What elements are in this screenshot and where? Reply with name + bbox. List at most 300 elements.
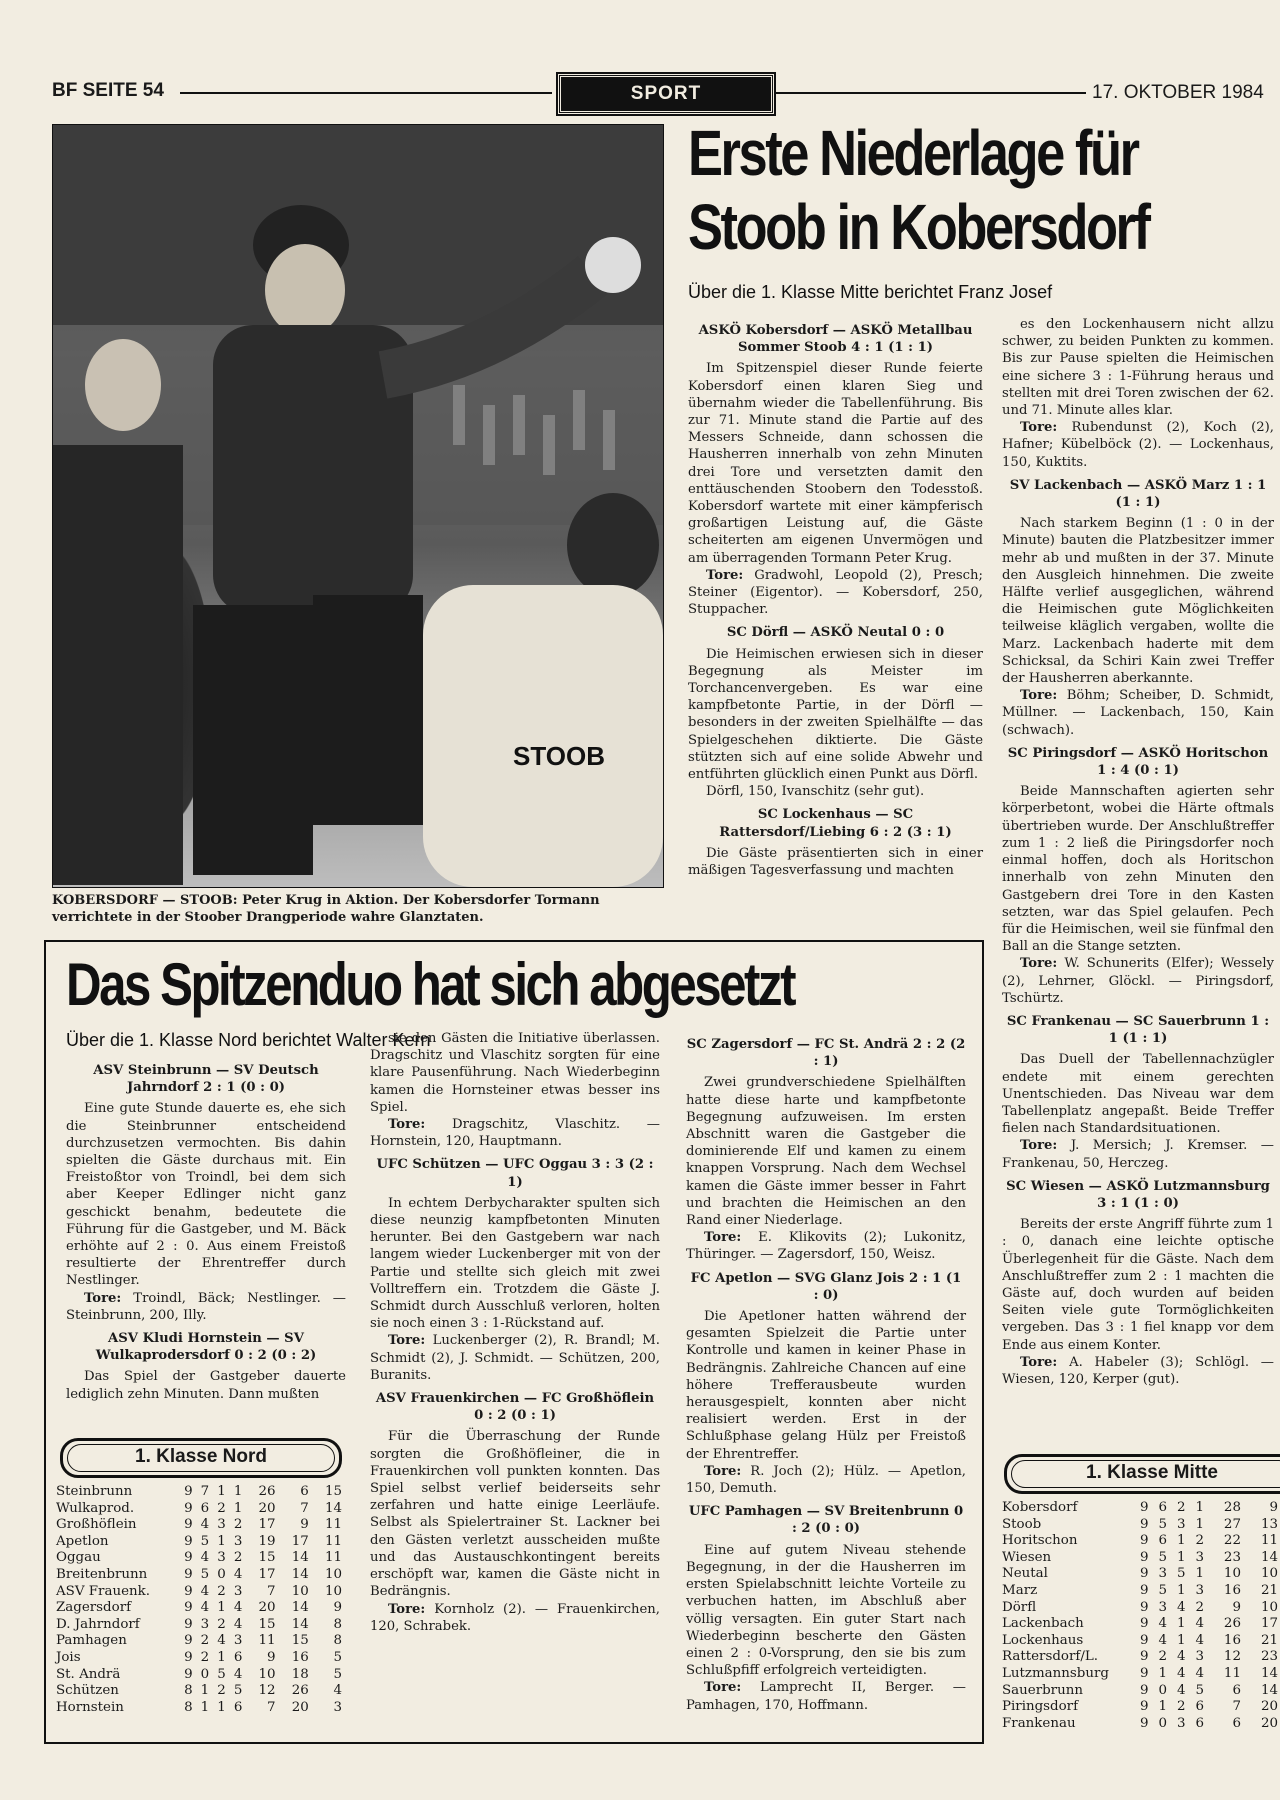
table-cell: 5 (233, 1683, 243, 1699)
table-cell: 14 (291, 1600, 309, 1616)
table-cell: 6 (1232, 1715, 1241, 1731)
team-name: ASV Frauenk. (56, 1583, 150, 1599)
team-name: Wiesen (1002, 1549, 1052, 1565)
match-heading: FC Apetlon — SVG Glanz Jois 2 : 1 (1 : 0) (690, 1270, 962, 1303)
table-cell: 10 (291, 1583, 309, 1599)
table-cell: 9 (184, 1616, 193, 1632)
table-cell: 9 (1139, 1616, 1149, 1632)
table-cell: 4 (233, 1566, 243, 1582)
paragraph: Für die Überraschung der Runde sorgten die Großhöfleiner, die in Frauenkirchen voll punkten konnten. Das Spiel selbst verlief beiderseits sehr zerfahren und hatte einige Leerläufe. Selbst als Spielertrainer St. Lackner bei den Gästen verletzt ausscheiden mußte und das Austauschkontingent bereits erschöpft war, kamen die Gäste nicht in Bedrängnis. (370, 1429, 660, 1600)
table-row (1002, 1666, 1278, 1683)
table-cell: 4 (233, 1666, 243, 1682)
goal-scorers (66, 1290, 346, 1324)
article1-headline-line2: Stoob in Kobersdorf (688, 191, 1149, 263)
tore-label: Tore: (704, 1230, 742, 1246)
table-cell: 9 (1139, 1533, 1149, 1549)
tore-text: A. Habeler (3); Schlögl. — Wiesen, 120, Kerper (gut). (1002, 1354, 1274, 1387)
table-row (1002, 1649, 1278, 1666)
table-cell: 3 (217, 1517, 226, 1533)
article1-headline-line1: Erste Niederlage für (688, 117, 1138, 189)
table-nord-title: 1. Klasse Nord (60, 1438, 342, 1478)
match-heading: UFC Pamhagen — SV Breitenbrunn 0 : 2 (0 : 0) (688, 1504, 964, 1537)
table-cell: 9 (300, 1517, 309, 1533)
table-cell: 5 (1195, 1682, 1204, 1698)
table-cell: 2 (200, 1633, 210, 1649)
table-cell: 26 (291, 1683, 309, 1699)
table-cell: 16 (291, 1649, 309, 1665)
table-cell: 9 (1139, 1582, 1149, 1598)
paragraph: Eine auf gutem Niveau stehende Begegnung, in der die Hausherren im ersten Spielabschnitt leichte Vorteile zu verbuchen hatten, im Abschluß aber völlig versagten. Ein guter Start nach Wiederbeginn bescherte den Gästen einen 2 : 0-Vorsprung, den sie bis zum Schlußpfiff erfolgreich verteidigten. (686, 1542, 966, 1679)
table-cell: 9 (184, 1500, 193, 1516)
table-cell: 4 (1176, 1682, 1186, 1698)
paragraph: Die Gäste präsentierten sich in einer mäßigen Tagesverfassung und machten (688, 845, 983, 879)
table-cell: 13 (1260, 1516, 1278, 1532)
table-cell: 17 (1260, 1616, 1278, 1632)
table-cell: 1 (1195, 1516, 1204, 1532)
match-heading: UFC Schützen — UFC Oggau 3 : 3 (2 : 1) (376, 1157, 654, 1190)
team-name: Jois (56, 1649, 81, 1665)
table-cell: 14 (1260, 1682, 1278, 1698)
table-cell: 3 (233, 1583, 243, 1599)
team-name: Lackenbach (1002, 1616, 1084, 1632)
table-cell: 9 (184, 1484, 193, 1499)
paragraph: Das Spiel der Gastgeber dauerte lediglich zehn Minuten. Dann mußten (66, 1369, 346, 1402)
table-cell: 6 (300, 1484, 309, 1499)
table-cell: 23 (1223, 1549, 1241, 1565)
table-cell: 9 (1139, 1665, 1149, 1681)
table-cell: 23 (1260, 1649, 1278, 1665)
table-cell: 9 (184, 1566, 193, 1582)
match-heading: SC Dörfl — ASKÖ Neutal 0 : 0 (726, 625, 945, 641)
table-cell: 20 (291, 1699, 309, 1715)
tore-label: Tore: (1020, 688, 1058, 704)
team-name: Kobersdorf (1002, 1500, 1078, 1515)
table-cell: 10 (1223, 1566, 1241, 1582)
tore-label: Tore: (704, 1680, 742, 1696)
table-cell: 10 (258, 1666, 276, 1682)
table-cell: 9 (184, 1600, 193, 1616)
table-cell: 21 (1260, 1582, 1278, 1598)
table-cell: 9 (1139, 1599, 1149, 1615)
table-cell: 4 (233, 1600, 243, 1616)
table-row (56, 1600, 342, 1617)
table-cell: 6 (1158, 1500, 1167, 1515)
table-cell: 11 (1223, 1665, 1241, 1681)
match-heading: ASV Kludi Hornstein — SV Wulkaprodersdorf 0 : 2 (0 : 2) (95, 1331, 317, 1364)
table-cell: 5 (1158, 1516, 1167, 1532)
table-cell: 6 (200, 1500, 210, 1516)
paragraph: In echtem Derbycharakter spulten sich diese neunzig kampfbetonten Minuten herunter. Bei den Gastgebern war nach langem wieder Luckenberger mit von der Partie und stellte sich gleich mit zwei Volltreffern ein. Trotzdem die Gäste J. Schmidt durch Ausschluß verloren, holten sie noch einen 3 : 1-Rückstand auf. (370, 1195, 660, 1332)
paragraph: Zwei grundverschiedene Spielhälften hatte diese harte und kampfbetonte Begegnung aufzuweisen. Im ersten Abschnitt waren die Gastgeber die dominierende Elf und kamen zu einem knappen Vorsprung. Nach dem Wechsel kamen die Gäste immer besser in Fahrt und brachten die Heimischen an den Rand einer Niederlage. (686, 1075, 966, 1229)
table-cell: 18 (291, 1666, 309, 1682)
tore-label: Tore: (1020, 956, 1058, 972)
table-cell: 2 (1195, 1599, 1204, 1615)
match-heading: SC Lockenhaus — SC Rattersdorf/Liebing 6 : 2 (3 : 1) (719, 807, 952, 840)
table-cell: 15 (324, 1484, 342, 1499)
table-cell: 7 (267, 1699, 276, 1715)
tore-text: Troindl, Bäck; Nestlinger. — Steinbrunn, 200, Illy. (66, 1290, 346, 1323)
table-cell: 5 (333, 1666, 342, 1682)
table-cell: 9 (1139, 1566, 1149, 1582)
table-cell: 1 (1176, 1616, 1186, 1632)
table-cell: 4 (1158, 1632, 1167, 1648)
article2-byline: Über die 1. Klasse Nord berichtet Walter Kern (66, 1030, 431, 1050)
table-cell: 3 (200, 1616, 210, 1632)
goal-scorers (1002, 1137, 1274, 1171)
tore-text: Gradwohl, Leopold (2), Presch; Steiner (Eigentor). — Kobersdorf, 250, Stuppacher. (688, 567, 983, 618)
photo-caption: KOBERSDORF — STOOB: Peter Krug in Aktion. Der Kobersdorfer Tormann verrichtete in der Stoober Drangperiode wahre Glanztaten. (52, 893, 600, 925)
table-cell: 5 (217, 1666, 226, 1682)
table-cell: 1 (217, 1699, 226, 1715)
table-cell: 2 (1158, 1649, 1167, 1665)
table-cell: 1 (217, 1533, 226, 1549)
table-cell: 2 (200, 1649, 210, 1665)
table-cell: 21 (1260, 1632, 1278, 1648)
team-name: Stoob (1002, 1516, 1042, 1532)
table-row (1002, 1683, 1278, 1700)
table-cell: 9 (1139, 1549, 1149, 1565)
table-cell: 4 (1195, 1665, 1204, 1681)
goal-scorers (686, 1229, 966, 1263)
paragraph: sie den Gästen die Initiative überlassen. Dragschitz und Vlaschitz sorgten für eine klare Pausenführung. Nach Wiederbeginn kamen die Hornsteiner etwas besser ins Spiel. (370, 1031, 660, 1115)
tore-text: Luckenberger (2), R. Brandl; M. Schmidt (2), J. Schmidt. — Schützen, 200, Buranits. (370, 1333, 660, 1383)
table-cell: 0 (1158, 1715, 1167, 1731)
table-cell: 9 (1139, 1715, 1149, 1731)
paragraph: es den Lockenhausern nicht allzu schwer, zu beiden Punkten zu kommen. Bis zur Pause spielten die Heimischen eine sichere 3 : 1-Führung heraus und stellten mit drei Toren zwischen der 62. und 71. Minute alles klar. (1002, 317, 1274, 419)
tore-label: Tore: (1020, 1138, 1058, 1154)
table-cell: 0 (200, 1666, 210, 1682)
article2-column-2 (370, 1030, 660, 1635)
table-cell: 9 (1139, 1699, 1149, 1715)
table-cell: 3 (1158, 1566, 1167, 1582)
table-cell: 9 (1139, 1682, 1149, 1698)
table-cell: 14 (1260, 1665, 1278, 1681)
table-cell: 6 (1158, 1533, 1167, 1549)
table-cell: 4 (1176, 1599, 1186, 1615)
team-name: D. Jahrndorf (56, 1616, 140, 1632)
article1-column-1 (688, 316, 983, 879)
paragraph: Die Apetloner hatten während der gesamten Spielzeit die Partie unter Kontrolle und kamen in keiner Phase in Bedrängnis. Zahlreiche Chancen auf eine höhere Trefferausbeute wurden herausgespielt, konnten aber nicht realisiert werden. Erst in der Schlußphase gelang Hülz per Freistoß der Ehrentreffer. (686, 1309, 966, 1462)
table-cell: 9 (1139, 1649, 1149, 1665)
table-row (1002, 1616, 1278, 1633)
table-cell: 3 (1195, 1649, 1204, 1665)
tore-label: Tore: (84, 1290, 122, 1306)
team-name: Breitenbrunn (56, 1566, 148, 1582)
table-cell: 4 (233, 1616, 243, 1632)
team-name: Wulkaprod. (56, 1500, 135, 1516)
table-cell: 1 (1176, 1632, 1186, 1648)
match-heading: SC Zagersdorf — FC St. Andrä 2 : 2 (2 : 1) (686, 1037, 966, 1070)
table-cell: 0 (217, 1566, 226, 1582)
match-heading: SC Frankenau — SC Sauerbrunn 1 : 1 (1 : 1) (1006, 1013, 1270, 1047)
paragraph: Im Spitzenspiel dieser Runde feierte Kobersdorf einen klaren Sieg und übernahm wieder die Tabellenführung. Bis zur 71. Minute stand die Partie auf des Messers Schneide, dann schossen die Hausherren innerhalb von zehn Minuten drei Tore und versetzten damit den enttäuschenden Stoobern den Todesstoß. Kobersdorf wartete mit einer kämpferisch großartigen Leistung auf, die Gäste scheiterten am eigenen Unvermögen und am überragenden Tormann Peter Krug. (688, 361, 983, 566)
table-cell: 7 (267, 1583, 276, 1599)
table-cell: 20 (1260, 1699, 1278, 1715)
table-cell: 1 (1195, 1566, 1204, 1582)
table-cell: 4 (200, 1600, 210, 1616)
table-cell: 10 (324, 1583, 342, 1599)
match-heading: ASKÖ Kobersdorf — ASKÖ Metallbau Sommer Stoob 4 : 1 (1 : 1) (698, 323, 973, 356)
table-cell: 9 (1139, 1500, 1149, 1515)
table-cell: 5 (200, 1533, 210, 1549)
table-cell: 2 (217, 1616, 226, 1632)
table-cell: 7 (300, 1500, 309, 1516)
table-cell: 9 (1139, 1516, 1149, 1532)
table-cell: 2 (1195, 1533, 1204, 1549)
table-row (1002, 1600, 1278, 1617)
tore-label: Tore: (706, 567, 744, 583)
goal-scorers (370, 1332, 660, 1384)
table-cell: 11 (324, 1533, 342, 1549)
table-cell: 6 (1232, 1682, 1241, 1698)
table-cell: 7 (1232, 1699, 1241, 1715)
table-cell: 8 (184, 1683, 193, 1699)
team-name: St. Andrä (56, 1666, 121, 1682)
goal-scorers (688, 567, 983, 619)
table-row (56, 1584, 342, 1601)
table-row (1002, 1550, 1278, 1567)
table-cell: 4 (1176, 1665, 1186, 1681)
tore-text: Böhm; Scheiber, D. Schmidt, Müllner. — Lackenbach, 150, Kain (schwach). (1002, 688, 1274, 738)
table-cell: 3 (1176, 1715, 1186, 1731)
table-cell: 11 (1260, 1533, 1278, 1549)
page-header-left: BF SEITE 54 (52, 80, 164, 101)
table-row (56, 1700, 342, 1717)
table-cell: 10 (324, 1566, 342, 1582)
table-row (56, 1501, 342, 1518)
table-row (1002, 1517, 1278, 1534)
table-cell: 1 (1195, 1500, 1204, 1515)
table-cell: 9 (184, 1517, 193, 1533)
table-row (56, 1534, 342, 1551)
table-cell: 1 (217, 1649, 226, 1665)
table-cell: 12 (258, 1683, 276, 1699)
team-name: Rattersdorf/L. (1002, 1649, 1098, 1665)
table-cell: 5 (1176, 1566, 1186, 1582)
table-cell: 19 (258, 1533, 276, 1549)
table-cell: 16 (1223, 1582, 1241, 1598)
table-row (1002, 1566, 1278, 1583)
tore-label: Tore: (1020, 1354, 1058, 1370)
table-cell: 9 (184, 1550, 193, 1566)
header-rule-left (180, 92, 552, 94)
match-heading: SC Piringsdorf — ASKÖ Horitschon 1 : 4 (0 : 1) (1007, 745, 1269, 779)
table-cell: 9 (333, 1600, 342, 1616)
table-cell: 12 (1223, 1649, 1241, 1665)
table-cell: 1 (233, 1500, 243, 1516)
table-row (56, 1617, 342, 1634)
goal-scorers (1002, 955, 1274, 1007)
table-cell: 9 (1269, 1500, 1278, 1515)
team-name: Hornstein (56, 1699, 124, 1715)
match-heading: SV Lackenbach — ASKÖ Marz 1 : 1 (1 : 1) (1009, 477, 1267, 511)
table-cell: 10 (1260, 1599, 1278, 1615)
tore-text: Dragschitz, Vlaschitz. — Hornstein, 120, Hauptmann. (370, 1117, 660, 1150)
table-cell: 1 (217, 1484, 226, 1499)
table-row (56, 1567, 342, 1584)
table-row (1002, 1583, 1278, 1600)
match-heading: SC Wiesen — ASKÖ Lutzmannsburg 3 : 1 (1 : 0) (1006, 1178, 1270, 1211)
goal-scorers (1002, 687, 1274, 739)
table-cell: 5 (333, 1649, 342, 1665)
paragraph: Nach starkem Beginn (1 : 0 in der Minute) bauten die Platzbesitzer immer mehr ab und mußten in der 37. Minute den Ausgleich hinnehmen. Die zweite Hälfte verlief ausgeglichen, während die Heimischen gute Möglichkeiten teilweise kläglich vergaben, wollte die Marz. Lackenbach haderte mit dem Schicksal, da Schiri Kain zwei Treffer der Hausherren aberkannte. (1002, 516, 1274, 687)
page-date: 17. OKTOBER 1984 (1092, 82, 1264, 103)
table-cell: 9 (267, 1649, 276, 1665)
team-name: Piringsdorf (1002, 1699, 1079, 1715)
table-cell: 2 (217, 1500, 226, 1516)
article2-headline: Das Spitzenduo hat sich abgesetzt (66, 951, 795, 1018)
table-cell: 3 (217, 1550, 226, 1566)
table-cell: 6 (1195, 1699, 1204, 1715)
tore-label: Tore: (704, 1463, 742, 1479)
table-cell: 14 (291, 1566, 309, 1582)
table-cell: 11 (258, 1633, 276, 1649)
table-cell: 1 (1176, 1549, 1186, 1565)
table-cell: 9 (184, 1649, 193, 1665)
table-cell: 2 (1176, 1500, 1186, 1515)
header-rule-right (774, 92, 1086, 94)
table-cell: 3 (1158, 1599, 1167, 1615)
team-name: Pamhagen (56, 1633, 127, 1649)
table-cell: 3 (233, 1533, 243, 1549)
table-row (1002, 1633, 1278, 1650)
table-cell: 20 (258, 1500, 276, 1516)
table-cell: 4 (333, 1683, 342, 1699)
table-cell: 4 (200, 1517, 210, 1533)
article1-byline: Über die 1. Klasse Mitte berichtet Franz Josef (688, 282, 1053, 302)
team-name: Lutzmannsburg (1002, 1665, 1109, 1681)
table-cell: 8 (184, 1699, 193, 1715)
table-cell: 9 (1232, 1599, 1241, 1615)
table-cell: 1 (1176, 1533, 1186, 1549)
table-cell: 5 (1158, 1582, 1167, 1598)
table-cell: 14 (1260, 1549, 1278, 1565)
table-cell: 1 (1158, 1665, 1167, 1681)
table-cell: 27 (1223, 1516, 1241, 1532)
team-name: Dörfl (1002, 1599, 1037, 1615)
table-cell: 6 (233, 1699, 243, 1715)
table-cell: 14 (324, 1500, 342, 1516)
tore-text: Lamprecht II, Berger. — Pamhagen, 170, Hoffmann. (686, 1680, 966, 1713)
table-row (56, 1517, 342, 1534)
tore-text: W. Schunerits (Elfer); Wessely (2), Lehrner, Glöckl. — Piringsdorf, Tschürtz. (1002, 956, 1274, 1006)
table-cell: 2 (233, 1550, 243, 1566)
section-label: SPORT (558, 74, 774, 114)
table-row (1002, 1500, 1278, 1517)
table-cell: 4 (1195, 1616, 1204, 1632)
paragraph: Beide Mannschaften agierten sehr körperbetont, wobei die Härte oftmals übertrieben wurde. Der Anschlußtreffer zum 1 : 2 ließ die Piringsdorfer noch einmal hoffen, doch als Horitschon innerhalb von zehn Minuten den Gastgebern drei Tore in den Kasten setzten, war das Spiel gelaufen. Pech für die Heimischen, weil sie fünfmal den Ball an die Stange setzten. (1002, 784, 1274, 955)
table-cell: 28 (1223, 1500, 1241, 1515)
table-cell: 15 (258, 1616, 276, 1632)
table-row (1002, 1533, 1278, 1550)
goal-scorers (686, 1463, 966, 1497)
team-name: Neutal (1002, 1566, 1048, 1582)
goal-scorers (370, 1116, 660, 1150)
table-cell: 4 (1158, 1616, 1167, 1632)
table-cell: 17 (291, 1533, 309, 1549)
tore-text: Kornholz (2). — Frauenkirchen, 120, Schrabek. (370, 1601, 660, 1634)
table-cell: 15 (291, 1633, 309, 1649)
tore-label: Tore: (388, 1601, 426, 1617)
goal-scorers (686, 1679, 966, 1713)
table-row (56, 1633, 342, 1650)
paragraph: Bereits der erste Angriff führte zum 1 : 0, danach eine leichte optische Überlegenheit für die Gäste. Nach dem Anschlußtreffer zum 2 : 1 machten die Gäste auf, doch wurden auf beiden Seiten viele gute Tormöglichkeiten vergeben. Das 3 : 1 fiel knapp vor dem Ende aus einem Konter. (1002, 1217, 1274, 1353)
team-name: Lockenhaus (1002, 1632, 1084, 1648)
goal-scorers (370, 1601, 660, 1635)
table-cell: 3 (1195, 1549, 1204, 1565)
paragraph: Die Heimischen erwiesen sich in dieser Begegnung als Meister im Torchancenvergeben. Es war eine kampfbetonte Partie, in der Dörfl — besonders in der zweiten Spielhälfte — das Spielgeschehen diktierte. Die Gäste stützten sich auf eine solide Abwehr und entführten glücklich einen Punkt aus Dörfl. (688, 646, 983, 783)
table-row (56, 1667, 342, 1684)
table-cell: 20 (258, 1600, 276, 1616)
team-name: Frankenau (1002, 1715, 1076, 1731)
table-row (56, 1550, 342, 1567)
table-cell: 10 (1260, 1566, 1278, 1582)
table-nord (56, 1484, 342, 1716)
table-cell: 1 (200, 1683, 210, 1699)
table-cell: 1 (200, 1699, 210, 1715)
table-row (56, 1683, 342, 1700)
table-cell: 5 (200, 1566, 210, 1582)
table-cell: 26 (1223, 1616, 1241, 1632)
goalkeeper-photo-illustration (53, 125, 663, 887)
table-cell: 11 (324, 1517, 342, 1533)
table-cell: 14 (291, 1616, 309, 1632)
table-cell: 8 (333, 1633, 342, 1649)
article1-column-2 (1002, 316, 1274, 1468)
table-row (56, 1484, 342, 1501)
table-cell: 20 (1260, 1715, 1278, 1731)
table-row (1002, 1716, 1278, 1733)
tore-text: J. Mersich; J. Kremser. — Frankenau, 50, Herczeg. (1002, 1138, 1274, 1171)
tore-label: Tore: (1020, 420, 1058, 436)
tore-text: Rubendunst (2), Koch (2), Hafner; Kübelböck (2). — Lockenhaus, 150, Kuktits. (1002, 420, 1274, 470)
tore-label: Tore: (388, 1333, 426, 1349)
table-cell: 9 (184, 1633, 193, 1649)
table-cell: 3 (1195, 1582, 1204, 1598)
table-cell: 6 (233, 1649, 243, 1665)
svg-text:STOOB: STOOB (513, 741, 605, 771)
table-cell: 2 (217, 1683, 226, 1699)
goal-scorers (1002, 419, 1274, 471)
table-cell: 14 (291, 1550, 309, 1566)
team-name: Zagersdorf (56, 1600, 132, 1616)
tore-label: Tore: (388, 1117, 426, 1133)
article2-column-1 (66, 1056, 346, 1403)
table-cell: 6 (1195, 1715, 1204, 1731)
paragraph: Das Duell der Tabellennachzügler endete mit einem gerechten Unentschieden. Das Niveau war dem Tabellenplatz angepaßt. Beide Treffer fielen nach Standardsituationen. (1002, 1052, 1274, 1137)
match-heading: ASV Frauenkirchen — FC Großhöflein 0 : 2 (0 : 1) (375, 1391, 655, 1424)
match-photo (52, 124, 664, 888)
table-cell: 3 (233, 1633, 243, 1649)
team-name: Großhöflein (56, 1517, 137, 1533)
paragraph: Dörfl, 150, Ivanschitz (sehr gut). (706, 784, 925, 800)
table-cell: 11 (324, 1550, 342, 1566)
table-cell: 1 (1176, 1582, 1186, 1598)
table-cell: 9 (184, 1533, 193, 1549)
team-name: Horitschon (1002, 1533, 1078, 1549)
table-cell: 2 (233, 1517, 243, 1533)
table-cell: 1 (1158, 1699, 1167, 1715)
table-cell: 3 (1176, 1516, 1186, 1532)
table-row (1002, 1699, 1278, 1716)
match-heading: ASV Steinbrunn — SV Deutsch Jahrndorf 2 : 1 (0 : 0) (93, 1063, 319, 1096)
table-cell: 4 (200, 1583, 210, 1599)
table-cell: 22 (1223, 1533, 1241, 1549)
team-name: Sauerbrunn (1002, 1682, 1083, 1698)
team-name: Steinbrunn (56, 1484, 133, 1499)
team-name: Oggau (56, 1550, 101, 1566)
table-mitte (1002, 1500, 1278, 1732)
